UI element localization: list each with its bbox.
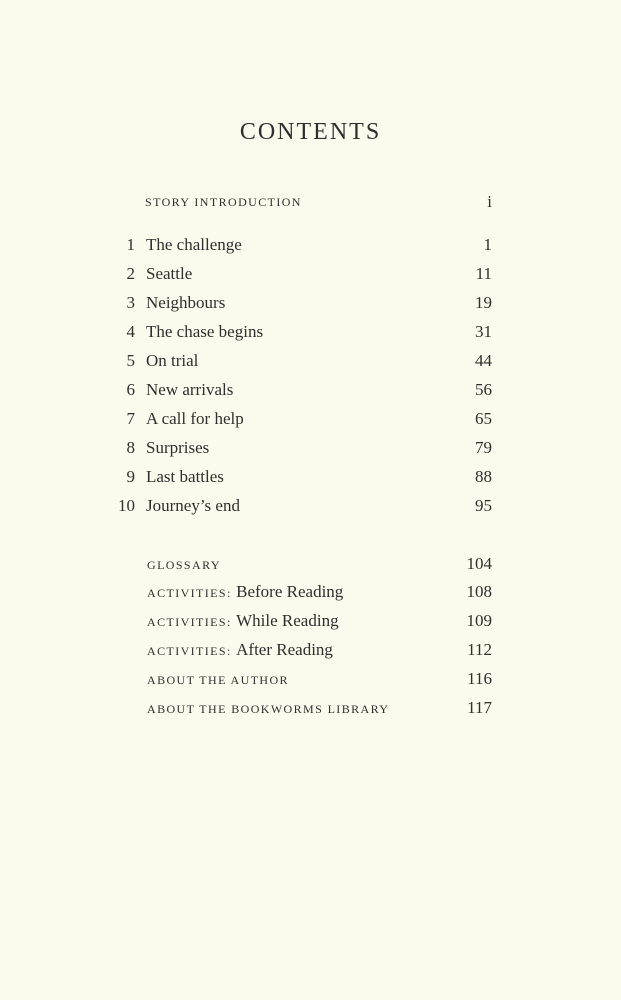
back-matter-label xyxy=(147,609,339,634)
chapter-row xyxy=(118,291,492,315)
back-matter-suffix: Before Reading xyxy=(236,582,344,601)
chapter-title: On trial xyxy=(146,351,199,370)
back-matter-row xyxy=(147,609,492,633)
chapter-number: 7 xyxy=(126,409,135,428)
chapter-title: Last battles xyxy=(146,467,224,486)
back-matter-suffix: While Reading xyxy=(236,611,339,630)
back-matter-page: 104 xyxy=(466,554,492,573)
chapter-title: A call for help xyxy=(146,409,244,428)
chapter-row xyxy=(118,320,492,344)
back-matter-page: 112 xyxy=(467,640,492,659)
intro-row xyxy=(145,190,492,214)
chapter-title: The challenge xyxy=(146,235,242,254)
page-title: CONTENTS xyxy=(239,119,382,145)
chapter-row xyxy=(118,233,492,257)
chapter-number: 6 xyxy=(126,380,135,399)
chapter-page: 44 xyxy=(475,351,492,370)
chapter-row xyxy=(118,262,492,286)
chapter-number: 5 xyxy=(126,351,135,370)
chapter-number: 1 xyxy=(126,235,135,254)
back-matter-label xyxy=(147,638,333,663)
chapter-number: 8 xyxy=(126,438,135,457)
chapter-row xyxy=(118,378,492,402)
back-matter-page: 116 xyxy=(467,669,492,688)
chapter-title: Neighbours xyxy=(146,293,226,312)
intro-label: STORY INTRODUCTION xyxy=(145,195,302,209)
back-matter-page: 109 xyxy=(466,611,492,630)
back-matter-prefix: ACTIVITIES: xyxy=(147,644,232,658)
intro-page: i xyxy=(487,192,492,211)
back-matter-row xyxy=(147,667,492,691)
back-matter-row xyxy=(147,696,492,720)
back-matter-label xyxy=(147,667,289,692)
chapter-number: 3 xyxy=(126,293,135,312)
chapter-number: 10 xyxy=(118,496,135,515)
back-matter-prefix: ABOUT THE BOOKWORMS LIBRARY xyxy=(147,702,390,716)
chapter-page: 31 xyxy=(475,322,492,341)
back-matter-suffix: After Reading xyxy=(236,640,333,659)
chapter-title: New arrivals xyxy=(146,380,234,399)
chapter-page: 19 xyxy=(475,293,492,312)
chapter-number: 4 xyxy=(126,322,135,341)
chapter-page: 1 xyxy=(483,235,492,254)
chapter-page: 11 xyxy=(475,264,492,283)
chapter-number: 9 xyxy=(126,467,135,486)
chapter-page: 95 xyxy=(475,496,492,515)
back-matter-row xyxy=(147,580,492,604)
back-matter-row xyxy=(147,552,492,576)
back-matter-row xyxy=(147,638,492,662)
chapter-title: The chase begins xyxy=(146,322,264,341)
back-matter-label xyxy=(147,696,389,721)
chapter-title: Journey’s end xyxy=(146,496,240,515)
chapter-page: 65 xyxy=(475,409,492,428)
back-matter-page: 117 xyxy=(467,698,492,717)
back-matter-prefix: ACTIVITIES: xyxy=(147,586,232,600)
chapter-row xyxy=(118,494,492,518)
chapter-page: 79 xyxy=(475,438,492,457)
back-matter-label xyxy=(147,580,343,605)
back-matter-label xyxy=(147,552,221,577)
chapter-row xyxy=(118,465,492,489)
back-matter-prefix: ABOUT THE AUTHOR xyxy=(147,673,289,687)
back-matter-prefix: ACTIVITIES: xyxy=(147,615,232,629)
chapter-row xyxy=(118,407,492,431)
back-matter-page: 108 xyxy=(466,582,492,601)
chapter-title: Seattle xyxy=(146,264,193,283)
chapter-row xyxy=(118,349,492,373)
back-matter-prefix: GLOSSARY xyxy=(147,558,221,572)
chapter-page: 56 xyxy=(475,380,492,399)
chapter-page: 88 xyxy=(475,467,492,486)
chapter-number: 2 xyxy=(126,264,135,283)
chapter-title: Surprises xyxy=(146,438,210,457)
chapter-row xyxy=(118,436,492,460)
